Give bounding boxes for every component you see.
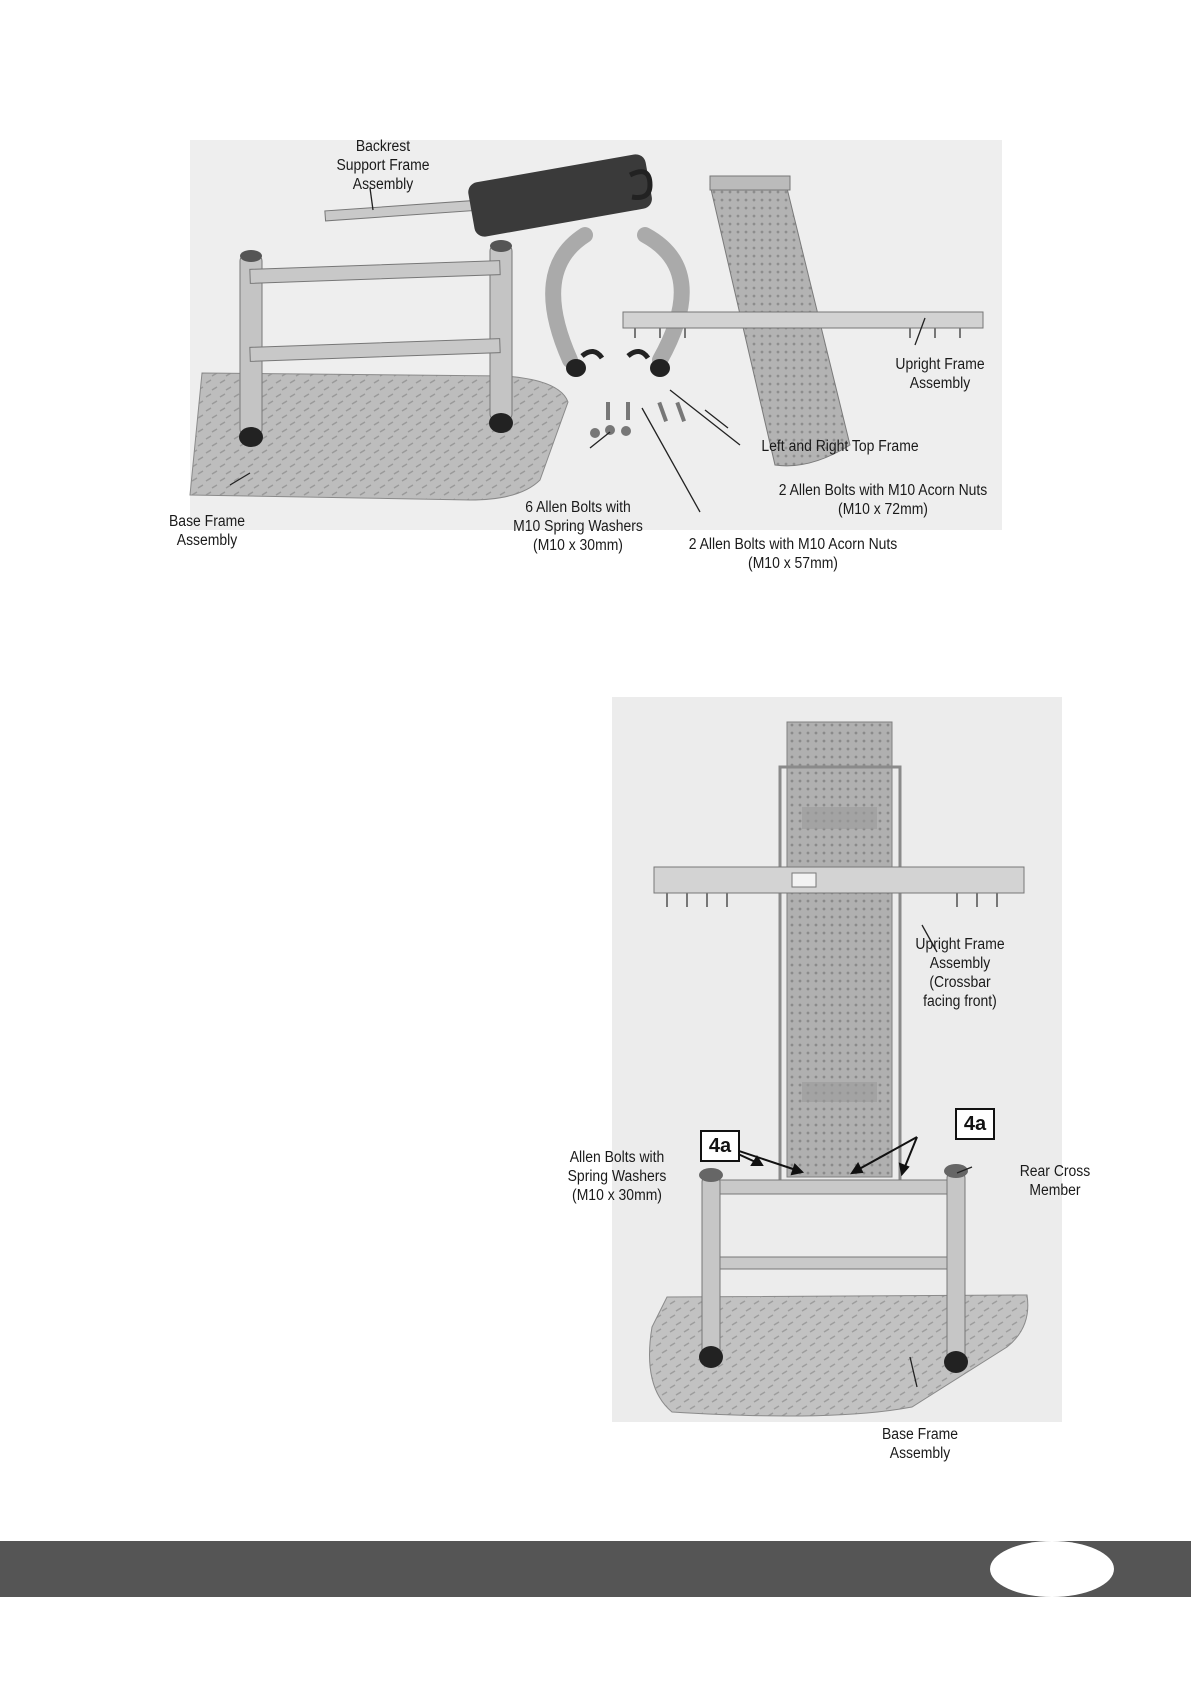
- hardware: [590, 402, 686, 438]
- step-tag-4a-left: 4a: [700, 1130, 740, 1162]
- assembly-illustration: [612, 697, 1062, 1422]
- parts-illustration: [190, 140, 1002, 530]
- label-base-frame-2: Base Frame Assembly: [882, 1426, 958, 1462]
- label-upright-frame: Upright Frame Assembly: [895, 356, 985, 392]
- top-frame-arcs: [553, 235, 682, 360]
- label-top-frame: Left and Right Top Frame: [761, 438, 919, 455]
- step-tag-4a-right: 4a: [955, 1108, 995, 1140]
- label-upright-crossbar: Upright Frame Assembly (Crossbar facing front): [915, 936, 1005, 1010]
- label-bolts-30mm: 6 Allen Bolts with M10 Spring Washers (M10 x 30mm): [513, 499, 643, 554]
- parts-photo: [190, 140, 1002, 530]
- label-rear-cross-member: Rear Cross Member: [1019, 1163, 1091, 1199]
- label-allen-bolts: Allen Bolts with Spring Washers (M10 x 30mm): [567, 1149, 667, 1204]
- assembly-photo: [612, 697, 1062, 1422]
- upright-frame: [623, 176, 983, 466]
- label-backrest: Backrest Support Frame Assembly: [336, 138, 430, 193]
- label-base-frame: Base Frame Assembly: [169, 513, 245, 549]
- label-bolts-72mm: 2 Allen Bolts with M10 Acorn Nuts (M10 x 72mm): [778, 482, 988, 518]
- label-bolts-57mm: 2 Allen Bolts with M10 Acorn Nuts (M10 x 57mm): [688, 536, 898, 572]
- page-number-oval: [990, 1541, 1114, 1597]
